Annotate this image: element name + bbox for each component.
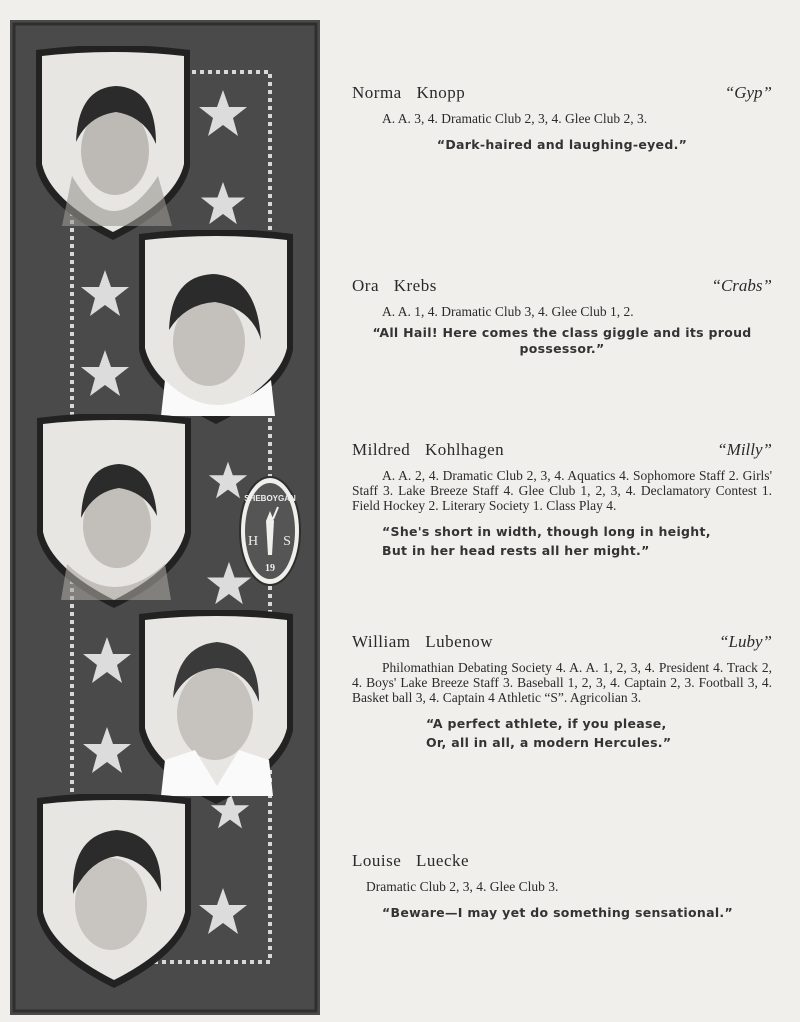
student-nickname: “Luby” bbox=[719, 632, 772, 651]
student-activities: Philomathian Debating Society 4. A. A. 1, 2, 3, 4. President 4. Track 2, 4. Boys' Lake Breeze Staff 3. Baseball 1, 2, 3, 4. Captain 2, 3. Football 3, 4. Basket ball 3, 4. Captain 4 Athletic “S”. Agricolian 3. bbox=[352, 660, 772, 705]
student-quote bbox=[352, 325, 772, 357]
quote-line: “Dark-haired and laughing-eyed.” bbox=[436, 137, 688, 152]
seal-top-text: SHEBOYGAN bbox=[244, 494, 296, 503]
student-name: Mildred Kohlhagen bbox=[352, 440, 505, 459]
quote-line: “All Hail! Here comes the class giggle and its proud possessor.” bbox=[372, 325, 752, 356]
portrait-photo bbox=[32, 794, 196, 990]
student-nickname: “Crabs” bbox=[711, 276, 772, 295]
student-nickname: “Gyp” bbox=[724, 83, 772, 102]
portrait-photo bbox=[32, 46, 194, 242]
quote-line: “Beware—I may yet do something sensational.” bbox=[382, 905, 733, 920]
student-quote bbox=[352, 135, 772, 154]
seal-letter-left: H bbox=[247, 534, 259, 549]
school-seal-icon bbox=[238, 475, 302, 587]
student-name: Norma Knopp bbox=[352, 83, 466, 102]
student-name: Ora Krebs bbox=[352, 276, 437, 295]
student-name: William Lubenow bbox=[352, 632, 493, 651]
star-icon bbox=[198, 88, 248, 138]
student-quote bbox=[352, 903, 772, 922]
student-activities: Dramatic Club 2, 3, 4. Glee Club 3. bbox=[366, 879, 559, 894]
star-icon bbox=[80, 268, 130, 318]
star-icon bbox=[200, 180, 246, 226]
student-entry bbox=[352, 83, 772, 154]
quote-line: “A perfect athlete, if you please, bbox=[426, 716, 667, 731]
student-entry bbox=[352, 851, 772, 922]
quote-line: But in her head rests all her might.” bbox=[382, 543, 650, 558]
quote-line: Or, all in all, a modern Hercules.” bbox=[426, 735, 672, 750]
star-icon bbox=[82, 725, 132, 775]
star-icon bbox=[80, 348, 130, 398]
student-activities: A. A. 3, 4. Dramatic Club 2, 3, 4. Glee Club 2, 3. bbox=[382, 111, 648, 126]
student-quote bbox=[352, 522, 772, 560]
student-name: Louise Luecke bbox=[352, 851, 470, 870]
portrait-photo bbox=[32, 414, 196, 610]
student-quote bbox=[352, 714, 772, 752]
seal-letter-right: S bbox=[283, 534, 291, 549]
portrait-banner bbox=[10, 20, 320, 1015]
student-entry bbox=[352, 440, 772, 560]
student-activities: A. A. 2, 4. Dramatic Club 2, 3, 4. Aquatics 4. Sophomore Staff 2. Girls' Staff 3. Lake Breeze Staff 4. Glee Club 1, 2, 3, 4. Declamatory Contest 1. Field Hockey 2. Literary Society 1. Class Play 4. bbox=[352, 468, 772, 513]
star-icon bbox=[82, 635, 132, 685]
portrait-photo bbox=[134, 610, 298, 806]
quote-line: “She's short in width, though long in height, bbox=[382, 524, 711, 539]
student-entry bbox=[352, 276, 772, 357]
portrait-photo bbox=[134, 230, 298, 426]
student-entry bbox=[352, 632, 772, 752]
student-nickname: “Milly” bbox=[717, 440, 772, 459]
star-icon bbox=[198, 886, 248, 936]
seal-year: 19 bbox=[265, 563, 275, 574]
student-activities: A. A. 1, 4. Dramatic Club 3, 4. Glee Club 1, 2. bbox=[382, 304, 634, 319]
